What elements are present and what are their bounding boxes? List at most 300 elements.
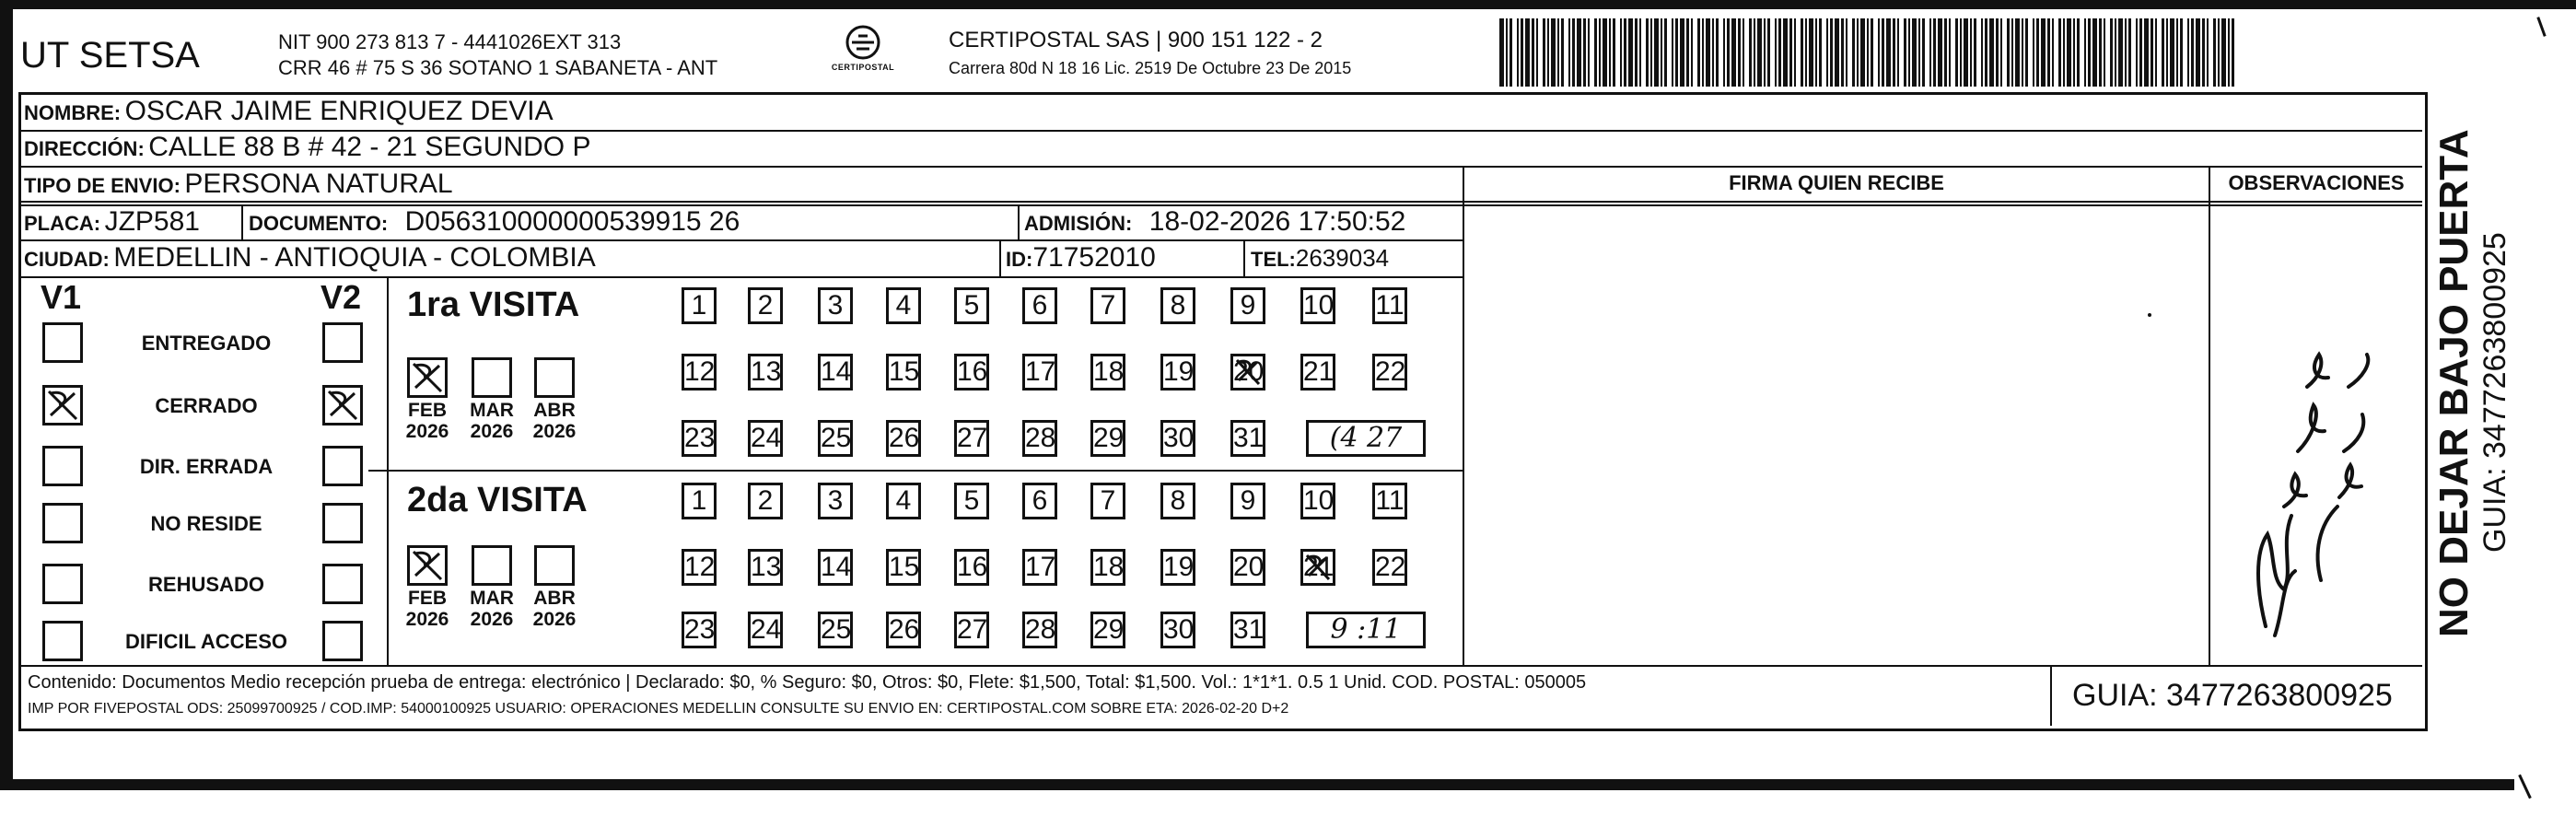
v2-checkbox-dir-errada[interactable] — [322, 446, 363, 486]
hour-note-box[interactable]: (4 27 — [1306, 420, 1426, 457]
barcode-bar — [1767, 18, 1770, 87]
day-number: 30 — [1163, 423, 1195, 453]
day-number: 20 — [1233, 356, 1265, 387]
day-box-8[interactable] — [1160, 287, 1195, 324]
status-label: DIFICIL ACCESO — [124, 630, 287, 653]
day-box-18[interactable] — [1090, 549, 1125, 586]
city-label: CIUDAD: — [24, 248, 110, 271]
day-number: 4 — [895, 485, 912, 516]
barcode-bar — [1727, 18, 1730, 87]
month-checkbox-abr[interactable] — [534, 545, 575, 586]
day-number: 26 — [889, 614, 920, 645]
carrier-logo — [822, 24, 904, 81]
day-box-25[interactable] — [818, 612, 853, 648]
document-field — [249, 206, 740, 242]
barcode-bar — [1594, 18, 1597, 87]
status-label: DIR. ERRADA — [139, 455, 274, 478]
carrier-logo-text: CERTIPOSTAL — [831, 63, 895, 72]
barcode-bar — [1867, 18, 1869, 87]
side-guide: GUIA: 3477263800925 — [2477, 232, 2512, 553]
barcode-bar — [2166, 18, 2168, 87]
barcode-bar — [1675, 18, 1678, 87]
barcode-bar — [1672, 18, 1673, 87]
v1-checkbox-dificil-acceso[interactable] — [42, 621, 83, 661]
barcode-bar — [1547, 18, 1549, 87]
recipient-name-row — [24, 96, 554, 132]
barcode-bar — [1568, 18, 1570, 87]
barcode-bar — [2036, 18, 2039, 87]
day-box-9[interactable] — [1230, 287, 1265, 324]
barcode-bar — [1702, 18, 1704, 87]
month-checkbox-mar[interactable] — [472, 357, 512, 398]
barcode-bar — [2033, 18, 2034, 87]
barcode-bar — [2104, 18, 2105, 87]
day-box-7[interactable] — [1090, 287, 1125, 324]
barcode-bar — [1819, 18, 1822, 87]
barcode-bar — [1749, 18, 1752, 87]
barcode-bar — [2170, 18, 2174, 87]
city-value: MEDELLIN - ANTIOQUIA - COLOMBIA — [113, 242, 596, 273]
day-number: 18 — [1093, 356, 1125, 387]
barcode-bar — [1624, 18, 1626, 87]
barcode-bar — [1588, 18, 1590, 87]
day-box-1[interactable] — [682, 483, 717, 519]
barcode-bar — [1654, 18, 1659, 87]
month-year: 2026 — [532, 421, 577, 442]
day-box-23[interactable] — [682, 612, 717, 648]
day-number: 22 — [1375, 552, 1406, 582]
scan-mark — [2536, 17, 2546, 37]
day-box-13[interactable] — [748, 354, 783, 391]
barcode-bar — [2092, 18, 2097, 87]
barcode-bar — [2144, 18, 2149, 87]
day-box-13[interactable] — [748, 549, 783, 586]
barcode-bar — [1904, 18, 1906, 87]
month-checkbox-feb[interactable] — [407, 357, 448, 398]
plate-label: PLACA: — [24, 212, 101, 235]
barcode-bar — [1974, 18, 1976, 87]
barcode-bar — [1893, 18, 1895, 87]
day-number: 7 — [1100, 485, 1116, 516]
day-number: 23 — [684, 614, 716, 645]
document-label: DOCUMENTO: — [249, 212, 389, 235]
barcode-bar — [1886, 18, 1891, 87]
day-number: 21 — [1303, 356, 1335, 387]
hand-mark-icon — [1303, 552, 1333, 583]
carrier-logo-icon — [822, 24, 904, 81]
day-number: 12 — [684, 552, 716, 582]
barcode-bar — [1613, 18, 1615, 87]
barcode-bar — [1661, 18, 1662, 87]
barcode-bar — [2202, 18, 2205, 87]
barcode-bar — [1908, 18, 1910, 87]
day-box-1[interactable] — [682, 287, 717, 324]
id-field — [1006, 242, 1156, 278]
day-number: 11 — [1375, 485, 1405, 516]
barcode-bar — [1985, 18, 1987, 87]
barcode-bar — [2047, 18, 2050, 87]
day-box-28[interactable] — [1022, 612, 1057, 648]
day-number: 18 — [1093, 552, 1125, 582]
day-number: 14 — [821, 356, 852, 387]
month-name: FEB — [408, 400, 447, 421]
day-number: 11 — [1375, 290, 1405, 321]
barcode-bar — [1525, 18, 1530, 87]
day-box-27[interactable] — [954, 612, 989, 648]
barcode-bar — [1805, 18, 1807, 87]
day-box-8[interactable] — [1160, 483, 1195, 519]
barcode-bar — [1521, 18, 1523, 87]
day-box-31[interactable] — [1230, 612, 1265, 648]
day-box-6[interactable] — [1022, 287, 1057, 324]
v2-checkbox-no-reside[interactable] — [322, 503, 363, 543]
barcode-bar — [2088, 18, 2091, 87]
day-number: 27 — [957, 423, 988, 453]
day-number: 10 — [1303, 290, 1335, 321]
footer-imprint: IMP POR FIVEPOSTAL ODS: 25099700925 / COD.IMP: 54000100925 USUARIO: OPERACIONES MEDELLIN CONSULTE SU ENVIO EN: CERTIPOSTAL.COM SOBRE ETA: 2026-02-20 D+2 — [28, 701, 1289, 717]
barcode-bar — [1603, 18, 1607, 87]
barcode-bar — [1716, 18, 1719, 87]
barcode-bar — [1754, 18, 1755, 87]
barcode — [1499, 18, 2236, 87]
barcode-bar — [1944, 18, 1947, 87]
day-box-16[interactable] — [954, 354, 989, 391]
barcode-bar — [1517, 18, 1519, 87]
month-name: MAR — [470, 400, 514, 421]
id-label: ID: — [1006, 248, 1033, 271]
barcode-bar — [1686, 18, 1689, 87]
day-box-2[interactable] — [748, 287, 783, 324]
hand-mark-icon — [1233, 356, 1263, 388]
day-box-24[interactable] — [748, 420, 783, 457]
barcode-bar — [2025, 18, 2028, 87]
side-warning: NO DEJAR BAJO PUERTA — [2431, 129, 2477, 637]
hand-mark-icon — [410, 360, 445, 395]
month-checkbox-abr[interactable] — [534, 357, 575, 398]
status-label: REHUSADO — [148, 573, 264, 596]
day-number: 22 — [1375, 356, 1406, 387]
day-box-3[interactable] — [818, 483, 853, 519]
barcode-bar — [1809, 18, 1813, 87]
observations-handwriting — [2210, 276, 2420, 645]
day-box-24[interactable] — [748, 612, 783, 648]
footer-guide: GUIA: 3477263800925 — [2072, 678, 2393, 713]
sender-name: UT SETSA — [20, 35, 200, 76]
barcode-bar — [2115, 18, 2116, 87]
day-box-9[interactable] — [1230, 483, 1265, 519]
v2-checkbox-dificil-acceso[interactable] — [322, 621, 363, 661]
day-box-12[interactable] — [682, 354, 717, 391]
month-name: MAR — [470, 588, 514, 609]
recipient-name: OSCAR JAIME ENRIQUEZ DEVIA — [124, 96, 554, 126]
day-number: 25 — [821, 614, 852, 645]
month-label — [527, 400, 582, 442]
barcode-bar — [2207, 18, 2209, 87]
barcode-bar — [1499, 18, 1504, 87]
day-box-20[interactable] — [1230, 549, 1265, 586]
barcode-bar — [1882, 18, 1884, 87]
day-box-17[interactable] — [1022, 549, 1057, 586]
month-name: ABR — [533, 400, 576, 421]
barcode-bar — [1536, 18, 1538, 87]
day-box-21[interactable] — [1300, 549, 1335, 586]
day-box-30[interactable] — [1160, 612, 1195, 648]
day-number: 31 — [1233, 614, 1265, 645]
barcode-bar — [1532, 18, 1534, 87]
barcode-bar — [2011, 18, 2013, 87]
barcode-bar — [2073, 18, 2075, 87]
day-box-14[interactable] — [818, 354, 853, 391]
barcode-bar — [1557, 18, 1559, 87]
day-box-15[interactable] — [886, 549, 921, 586]
city-field — [24, 242, 596, 278]
barcode-bar — [1743, 18, 1744, 87]
barcode-bar — [2067, 18, 2071, 87]
barcode-bar — [1706, 18, 1710, 87]
barcode-bar — [1650, 18, 1652, 87]
barcode-bar — [1664, 18, 1667, 87]
day-box-11[interactable] — [1372, 483, 1407, 519]
barcode-bar — [2155, 18, 2157, 87]
barcode-bar — [1996, 18, 1999, 87]
v2-checkbox-cerrado[interactable] — [322, 385, 363, 425]
status-label: NO RESIDE — [150, 512, 262, 535]
barcode-bar — [2232, 18, 2234, 87]
v2-label: V2 — [321, 278, 362, 316]
day-box-16[interactable] — [954, 549, 989, 586]
day-box-7[interactable] — [1090, 483, 1125, 519]
signature-label: FIRMA QUIEN RECIBE — [1729, 171, 1944, 194]
day-number: 5 — [963, 290, 980, 321]
day-number: 19 — [1163, 356, 1195, 387]
barcode-bar — [1783, 18, 1788, 87]
hand-mark-icon — [325, 388, 360, 423]
day-box-11[interactable] — [1372, 287, 1407, 324]
day-box-21[interactable] — [1300, 354, 1335, 391]
day-number: 31 — [1233, 423, 1265, 453]
barcode-bar — [1846, 18, 1847, 87]
v2-checkbox-rehusado[interactable] — [322, 564, 363, 604]
day-number: 3 — [827, 290, 844, 321]
scan-edge-left — [0, 0, 13, 788]
admission-value: 18-02-2026 17:50:52 — [1148, 206, 1406, 237]
day-box-19[interactable] — [1160, 549, 1195, 586]
barcode-bar — [2099, 18, 2102, 87]
day-box-25[interactable] — [818, 420, 853, 457]
day-box-17[interactable] — [1022, 354, 1057, 391]
barcode-bar — [1778, 18, 1781, 87]
day-box-20[interactable] — [1230, 354, 1265, 391]
day-number: 6 — [1032, 290, 1048, 321]
day-number: 17 — [1025, 356, 1056, 387]
v2-checkbox-entregado[interactable] — [322, 322, 363, 363]
barcode-bar — [1852, 18, 1855, 87]
barcode-bar — [2176, 18, 2178, 87]
day-number: 14 — [821, 552, 852, 582]
tel-label: TEL: — [1251, 248, 1296, 271]
barcode-bar — [1970, 18, 1972, 87]
barcode-bar — [2007, 18, 2010, 87]
v1-checkbox-no-reside[interactable] — [42, 503, 83, 543]
barcode-bar — [1918, 18, 1920, 87]
day-box-4[interactable] — [886, 483, 921, 519]
barcode-bar — [2228, 18, 2230, 87]
v1-checkbox-entregado[interactable] — [42, 322, 83, 363]
day-number: 3 — [827, 485, 844, 516]
month-checkbox-mar[interactable] — [472, 545, 512, 586]
visit2-title: 2da VISITA — [407, 481, 588, 519]
barcode-bar — [2052, 18, 2054, 87]
month-label — [527, 588, 582, 630]
day-box-12[interactable] — [682, 549, 717, 586]
day-box-29[interactable] — [1090, 420, 1125, 457]
month-name: ABR — [533, 588, 576, 609]
barcode-bar — [1551, 18, 1556, 87]
status-label: CERRADO — [155, 394, 258, 417]
footer-content: Contenido: Documentos Medio recepción prueba de entrega: electrónico | Declarado: $0, % Seguro: $0, Otros: $0, Flete: $1,500, Total: $1,500. Vol.: 1*1*1. 0.5 1 Unid. COD. POSTAL: 050005 — [28, 672, 1587, 693]
barcode-bar — [1775, 18, 1777, 87]
barcode-bar — [1955, 18, 1958, 87]
day-box-23[interactable] — [682, 420, 717, 457]
day-box-15[interactable] — [886, 354, 921, 391]
barcode-bar — [1764, 18, 1766, 87]
id-value: 71752010 — [1032, 242, 1156, 273]
barcode-bar — [1835, 18, 1839, 87]
day-box-2[interactable] — [748, 483, 783, 519]
barcode-bar — [1871, 18, 1873, 87]
admission-field — [1024, 206, 1405, 242]
barcode-bar — [1929, 18, 1931, 87]
barcode-bar — [2180, 18, 2183, 87]
barcode-bar — [2118, 18, 2123, 87]
barcode-bar — [2128, 18, 2131, 87]
document-value: D056310000000539915 26 — [404, 206, 740, 237]
observations-label: OBSERVACIONES — [2228, 171, 2405, 194]
barcode-bar — [1789, 18, 1792, 87]
v1-checkbox-cerrado[interactable] — [42, 385, 83, 425]
recipient-address: CALLE 88 B # 42 - 21 SEGUNDO P — [148, 132, 591, 162]
day-box-19[interactable] — [1160, 354, 1195, 391]
month-checkbox-feb[interactable] — [407, 545, 448, 586]
barcode-bar — [1897, 18, 1899, 87]
day-number: 15 — [889, 356, 920, 387]
barcode-bar — [2125, 18, 2127, 87]
day-number: 25 — [821, 423, 852, 453]
month-label — [464, 400, 519, 442]
day-box-14[interactable] — [818, 549, 853, 586]
day-number: 16 — [957, 552, 988, 582]
day-number: 29 — [1093, 614, 1125, 645]
barcode-bar — [1912, 18, 1917, 87]
month-year: 2026 — [405, 421, 449, 442]
day-box-5[interactable] — [954, 483, 989, 519]
barcode-bar — [1860, 18, 1865, 87]
barcode-bar — [1731, 18, 1736, 87]
day-box-22[interactable] — [1372, 354, 1407, 391]
barcode-bar — [1697, 18, 1700, 87]
day-box-3[interactable] — [818, 287, 853, 324]
day-box-30[interactable] — [1160, 420, 1195, 457]
day-number: 10 — [1303, 485, 1335, 516]
day-number: 19 — [1163, 552, 1195, 582]
barcode-bar — [1723, 18, 1725, 87]
day-number: 26 — [889, 423, 920, 453]
carrier-name: CERTIPOSTAL SAS | 900 151 122 - 2 — [949, 28, 1323, 52]
barcode-bar — [1646, 18, 1649, 87]
day-box-28[interactable] — [1022, 420, 1057, 457]
address-label: DIRECCIÓN: — [24, 137, 145, 160]
day-number: 24 — [751, 614, 782, 645]
day-number: 4 — [895, 290, 912, 321]
barcode-bar — [2191, 18, 2194, 87]
barcode-bar — [1878, 18, 1880, 87]
day-number: 30 — [1163, 614, 1195, 645]
barcode-bar — [1691, 18, 1693, 87]
day-number: 8 — [1170, 485, 1186, 516]
day-number: 28 — [1025, 423, 1056, 453]
day-box-29[interactable] — [1090, 612, 1125, 648]
day-box-18[interactable] — [1090, 354, 1125, 391]
day-box-31[interactable] — [1230, 420, 1265, 457]
signature-dot — [2148, 313, 2151, 317]
barcode-bar — [2218, 18, 2220, 87]
day-number: 1 — [691, 290, 707, 321]
barcode-bar — [2084, 18, 2086, 87]
month-year: 2026 — [532, 609, 577, 630]
v1-label: V1 — [41, 278, 82, 316]
day-number: 13 — [751, 356, 782, 387]
day-box-26[interactable] — [886, 420, 921, 457]
plate-value: JZP581 — [104, 206, 200, 237]
sender-nit: NIT 900 273 813 7 - 4441026EXT 313 — [278, 30, 622, 53]
scan-edge-bottom — [0, 779, 2514, 790]
hour-note-box[interactable]: 9 :11 — [1306, 612, 1426, 648]
barcode-bar — [2041, 18, 2046, 87]
barcode-bar — [2136, 18, 2138, 87]
day-number: 2 — [757, 485, 774, 516]
day-number: 21 — [1303, 552, 1335, 582]
month-year: 2026 — [470, 609, 514, 630]
month-year: 2026 — [405, 609, 449, 630]
v1-checkbox-dir-errada[interactable] — [42, 446, 83, 486]
v1-checkbox-rehusado[interactable] — [42, 564, 83, 604]
barcode-bar — [1635, 18, 1638, 87]
day-box-5[interactable] — [954, 287, 989, 324]
barcode-bar — [1841, 18, 1844, 87]
barcode-bar — [1933, 18, 1936, 87]
status-label: ENTREGADO — [141, 332, 272, 355]
barcode-bar — [1599, 18, 1601, 87]
barcode-bar — [2162, 18, 2164, 87]
day-box-22[interactable] — [1372, 549, 1407, 586]
barcode-bar — [1938, 18, 1942, 87]
barcode-bar — [1981, 18, 1983, 87]
day-box-4[interactable] — [886, 287, 921, 324]
day-box-6[interactable] — [1022, 483, 1057, 519]
barcode-bar — [1922, 18, 1925, 87]
day-box-10[interactable] — [1300, 483, 1335, 519]
day-box-26[interactable] — [886, 612, 921, 648]
visit1-title: 1ra VISITA — [407, 286, 580, 324]
day-box-27[interactable] — [954, 420, 989, 457]
scan-mark — [2518, 775, 2532, 799]
day-box-10[interactable] — [1300, 287, 1335, 324]
barcode-bar — [1949, 18, 1951, 87]
carrier-license: Carrera 80d N 18 16 Lic. 2519 De Octubre 23 De 2015 — [949, 59, 1352, 77]
barcode-bar — [2196, 18, 2200, 87]
month-year: 2026 — [470, 421, 514, 442]
barcode-bar — [1712, 18, 1714, 87]
